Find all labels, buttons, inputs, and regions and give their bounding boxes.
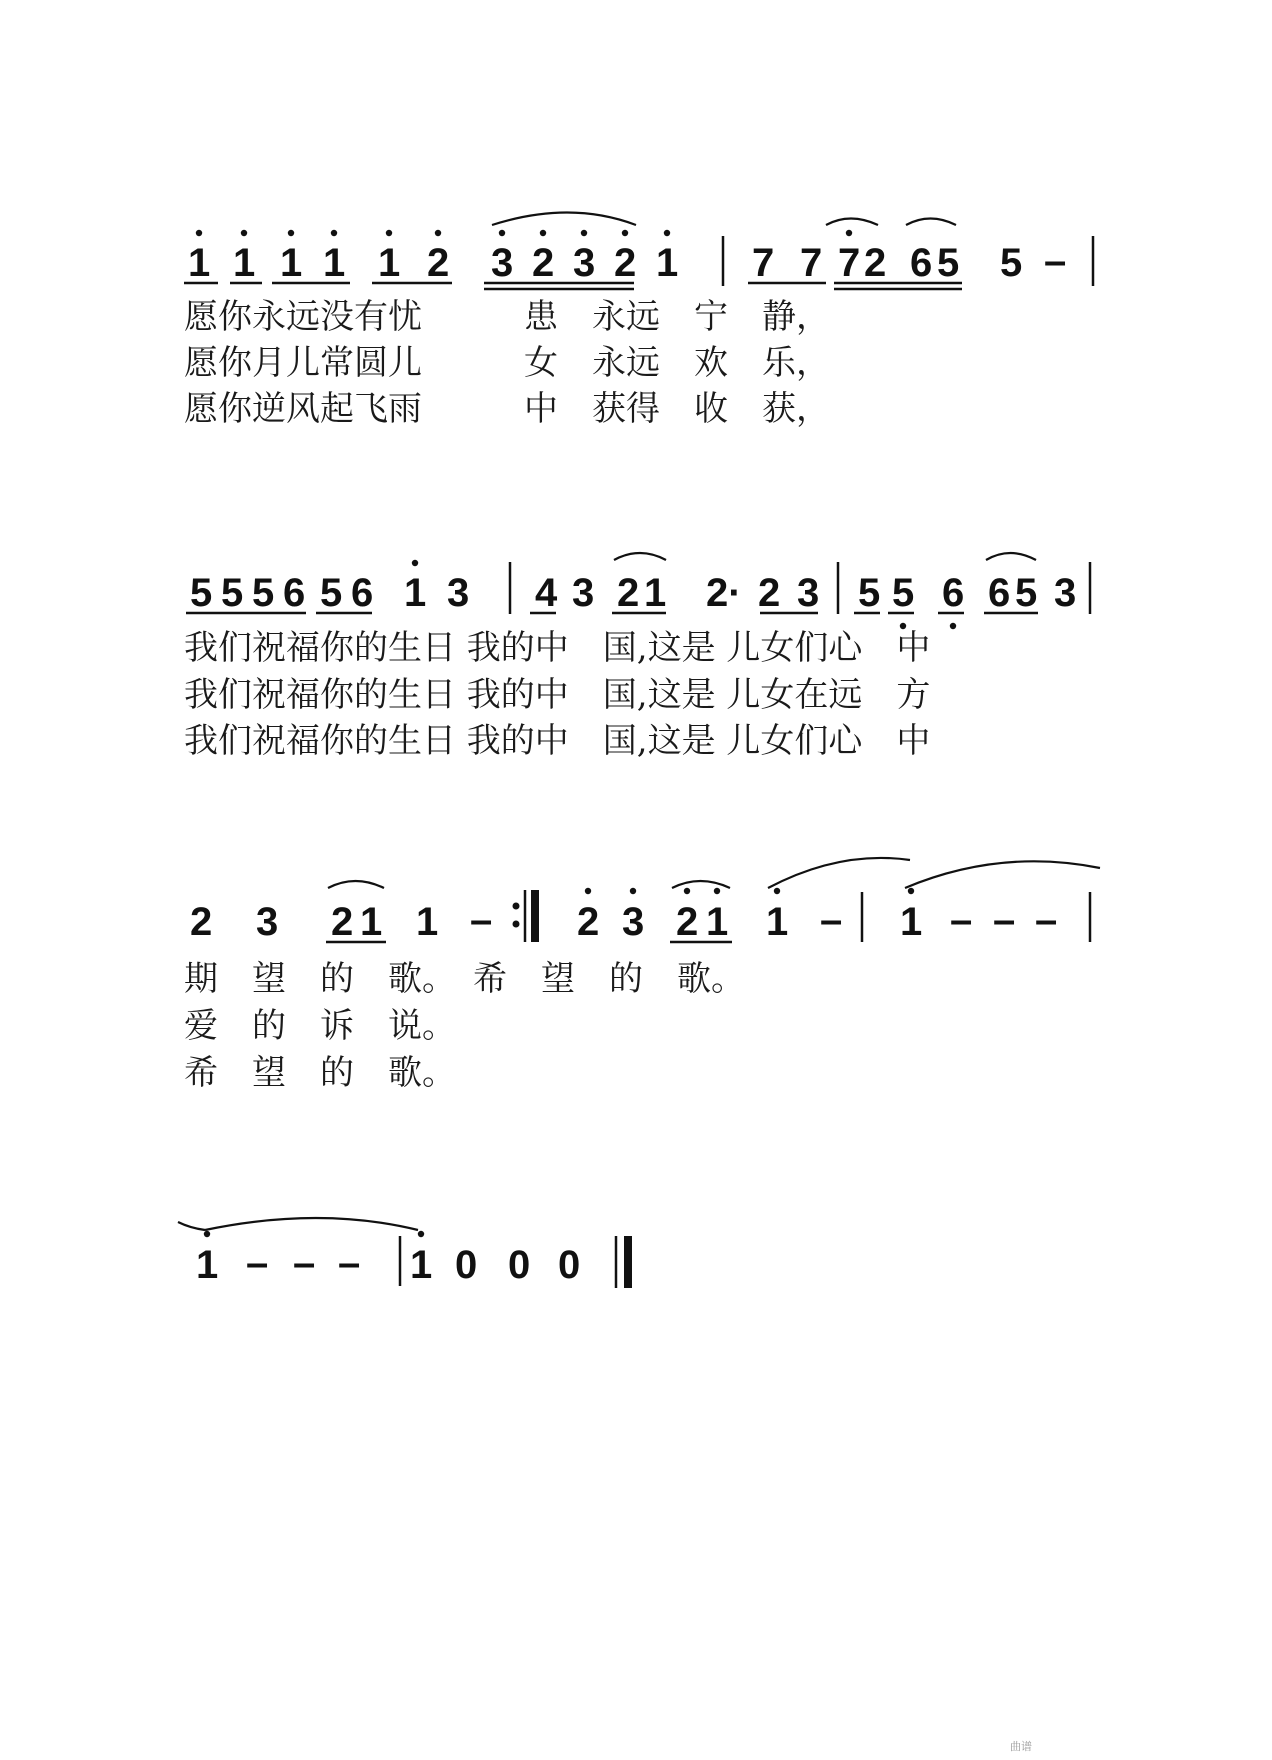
note: 3 — [256, 900, 279, 944]
lyric-line: 我们祝福你的生日 我的中 国,这是 儿女在远 方 — [184, 675, 931, 715]
note: 1 — [188, 241, 211, 285]
system-1 — [184, 213, 1093, 430]
note: 1 — [410, 1243, 433, 1287]
octave-dots-3 — [585, 888, 914, 894]
system-2 — [184, 553, 1090, 761]
note: 4 — [535, 571, 558, 615]
note: 1 — [404, 571, 427, 615]
note: 6 — [942, 571, 965, 615]
note: 1 — [416, 900, 439, 944]
note: 2 — [427, 241, 450, 285]
underlines-1 — [184, 283, 962, 289]
note: 1 — [323, 241, 346, 285]
notes-row-3 — [190, 898, 1057, 944]
note: – — [950, 898, 973, 942]
lyric-line: 我们祝福你的生日 我的中 国,这是 儿女们心 中 — [184, 628, 931, 668]
footer-watermark: 曲谱 — [1010, 1740, 1032, 1753]
note: 5 — [1015, 571, 1038, 615]
lyric-line: 愿你逆风起飞雨 中 获得 收 获， — [184, 389, 830, 429]
note: 2 — [676, 900, 699, 944]
barlines-1 — [723, 236, 1093, 286]
note: 5 — [1000, 241, 1023, 285]
note: 2· — [706, 571, 742, 615]
lyric-line: 愿你月儿常圆儿 女 永远 欢 乐， — [184, 343, 830, 383]
note: – — [1035, 898, 1058, 942]
lyric-line: 愿你永远没有忧 患 永远 宁 静， — [184, 297, 830, 337]
note: 1 — [196, 1243, 219, 1287]
note: 3 — [572, 571, 595, 615]
lyrics-2 — [184, 628, 930, 761]
note: 2 — [190, 900, 213, 944]
note: 1 — [900, 900, 923, 944]
note: 5 — [892, 571, 915, 615]
octave-dots-1 — [196, 230, 852, 236]
note: 0 — [558, 1243, 581, 1287]
note: – — [993, 898, 1016, 942]
note: 2 — [758, 571, 781, 615]
note: 6 — [351, 571, 374, 615]
note: 2 — [331, 900, 354, 944]
note: 5 — [858, 571, 881, 615]
notes-row-1 — [188, 239, 1066, 285]
lyric-line: 希 望 的 歌。 — [184, 1053, 456, 1093]
note: 2 — [864, 241, 887, 285]
note: 2 — [617, 571, 640, 615]
note: 2 — [532, 241, 555, 285]
note: 6 — [283, 571, 306, 615]
note: – — [293, 1241, 316, 1285]
note: 0 — [455, 1243, 478, 1287]
note: – — [820, 898, 843, 942]
note: 7 — [838, 241, 861, 285]
slurs-3 — [328, 858, 1100, 888]
note: – — [246, 1241, 269, 1285]
note: 7 — [800, 241, 823, 285]
note: 1 — [378, 241, 401, 285]
note: 3 — [1054, 571, 1077, 615]
system-4 — [178, 1218, 628, 1288]
note: 1 — [280, 241, 303, 285]
note: – — [470, 898, 493, 942]
note: 5 — [320, 571, 343, 615]
notes-row-2 — [190, 571, 1076, 615]
note: 5 — [221, 571, 244, 615]
note: 6 — [988, 571, 1011, 615]
lyrics-3 — [184, 959, 745, 1093]
note: 1 — [360, 900, 383, 944]
note: 5 — [190, 571, 213, 615]
note: 3 — [447, 571, 470, 615]
note: 3 — [797, 571, 820, 615]
lyrics-1 — [184, 297, 830, 429]
note: 1 — [766, 900, 789, 944]
lyric-line: 爱 的 诉 说。 — [184, 1006, 456, 1046]
note: 7 — [752, 241, 775, 285]
note: – — [1044, 239, 1067, 283]
note: 6 — [910, 241, 933, 285]
note: 3 — [491, 241, 514, 285]
system-3 — [184, 858, 1100, 1093]
note: 1 — [233, 241, 256, 285]
note: 1 — [644, 571, 667, 615]
lyric-line: 我们祝福你的生日 我的中 国,这是 儿女们心 中 — [184, 721, 931, 761]
octave-dots-4 — [204, 1231, 424, 1237]
notes-row-4 — [196, 1241, 580, 1287]
lyric-line: 期 望 的 歌。 希 望 的 歌。 — [184, 959, 745, 999]
slurs-4 — [178, 1218, 418, 1230]
slurs-2 — [614, 553, 1036, 560]
note: 1 — [656, 241, 679, 285]
slurs-1 — [492, 213, 956, 226]
note: 2 — [614, 241, 637, 285]
note: – — [338, 1241, 361, 1285]
note: 1 — [706, 900, 729, 944]
note: 3 — [573, 241, 596, 285]
note: 2 — [577, 900, 600, 944]
note: 0 — [508, 1243, 531, 1287]
note: 3 — [622, 900, 645, 944]
note: 5 — [252, 571, 275, 615]
note: 5 — [937, 241, 960, 285]
